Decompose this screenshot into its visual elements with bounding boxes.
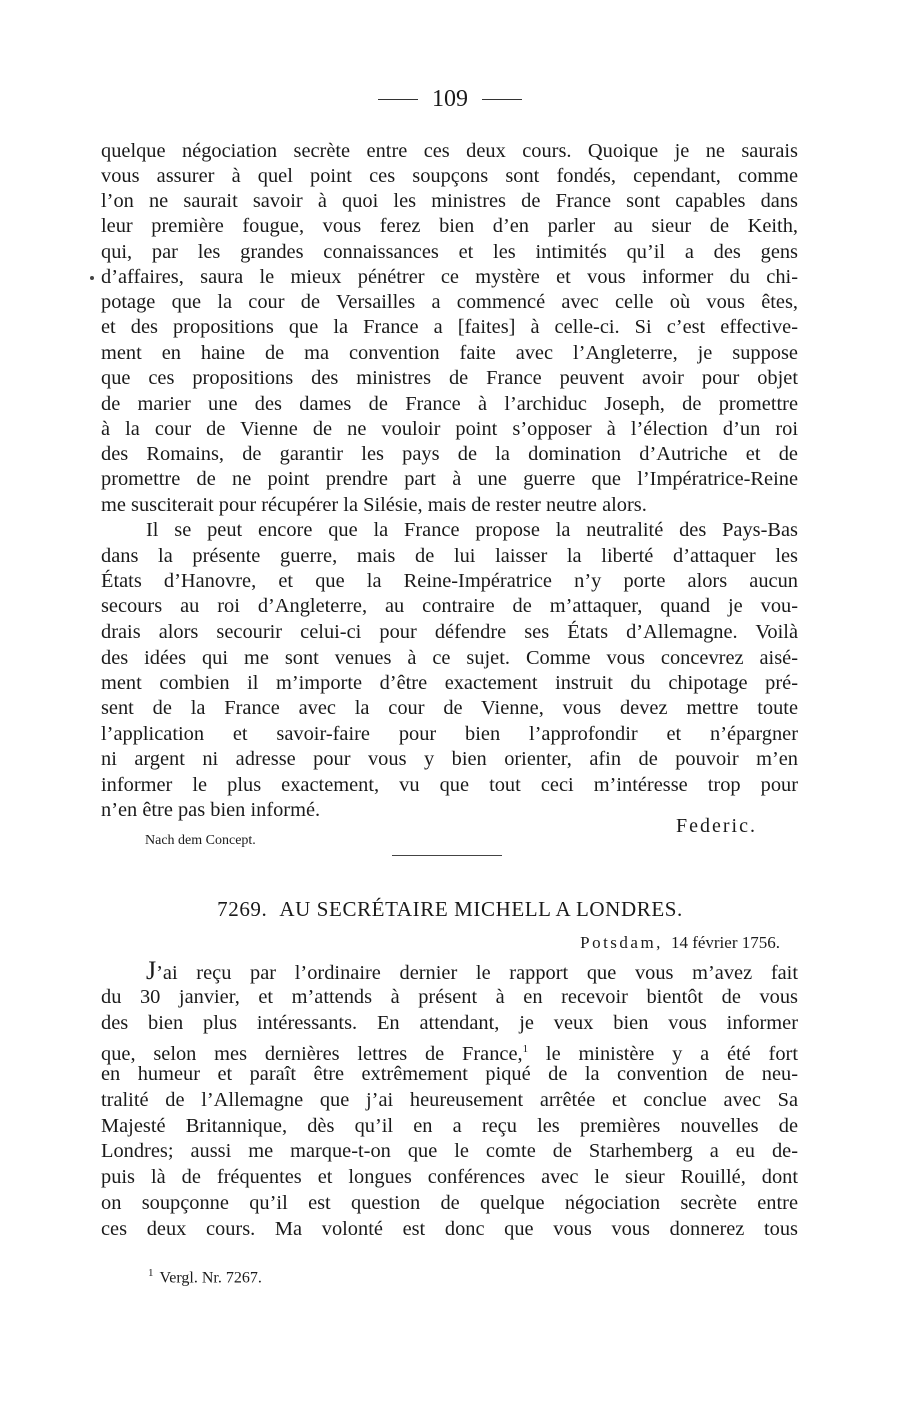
letter-line: que, selon mes dernières lettres de France,$^1$ le ministère y a été fort xyxy=(101,1042,798,1065)
signature: Federic. xyxy=(676,815,757,837)
dateline xyxy=(580,933,780,953)
body-line: à la cour de Vienne de ne vouloir point s’opposer à l’élection d’un roi xyxy=(101,418,798,440)
body-line: potage que la cour de Versailles a commencé avec celle où vous êtes, xyxy=(101,291,798,313)
body-line: de marier une des dames de France à l’archiduc Joseph, de promettre xyxy=(101,393,798,415)
footnote-mark: 1 xyxy=(148,1267,154,1279)
letter-line: Majesté Britannique, dès qu’il en a reçu les premières nouvelles de xyxy=(101,1115,798,1137)
body-line: d’affaires, saura le mieux pénétrer ce mystère et vous informer du chi- xyxy=(101,266,798,288)
body-line: Il se peut encore que la France propose la neutralité des Pays-Bas xyxy=(146,519,798,541)
body-line: des Romains, de garantir les pays de la domination d’Autriche et de xyxy=(101,443,798,465)
footnote xyxy=(148,1267,262,1287)
margin-mark xyxy=(90,276,94,280)
body-line: me susciterait pour récupérer la Silésie, mais de rester neutre alors. xyxy=(101,494,647,516)
letter-line: puis là de fréquentes et longues conférences avec le sieur Rouillé, dont xyxy=(101,1166,798,1188)
header-dash-left xyxy=(378,99,418,100)
body-line: qui, par les grandes connaissances et les intimités qu’il a des gens xyxy=(101,241,798,263)
body-line: sent de la France avec la cour de Vienne, vous devez mettre toute xyxy=(101,697,798,719)
body-line: ni argent ni adresse pour vous y bien orienter, afin de pouvoir m’en xyxy=(101,748,798,770)
body-line: leur première fougue, vous ferez bien d’en parler au sieur de Keith, xyxy=(101,215,798,237)
body-line: l’on ne saurait savoir à quoi les ministres de France sont capables dans xyxy=(101,190,798,212)
source-note: Nach dem Concept. xyxy=(145,833,256,848)
body-line: des idées qui me sont venues à ce sujet. Comme vous concevrez aisé- xyxy=(101,647,798,669)
body-line: et des propositions que la France a [faites] à celle-ci. Si c’est effective- xyxy=(101,316,798,338)
body-line: promettre de ne point prendre part à une guerre que l’Impératrice-Reine xyxy=(101,468,798,490)
body-line: États d’Hanovre, et que la Reine-Impératrice n’y porte alors aucun xyxy=(101,570,798,592)
letter-title: AU SECRÉTAIRE MICHELL A LONDRES. xyxy=(279,897,683,921)
body-line: l’application et savoir-faire pour bien l’approfondir et n’épargner xyxy=(101,723,798,745)
body-line: dans la présente guerre, mais de lui laisser la liberté d’attaquer les xyxy=(101,545,798,567)
body-line: que ces propositions des ministres de France peuvent avoir pour objet xyxy=(101,367,798,389)
letter-line: ces deux cours. Ma volonté est donc que vous vous donnerez tous xyxy=(101,1218,798,1240)
body-line: ment combien il m’importe d’être exactement instruit du chipotage pré- xyxy=(101,672,798,694)
body-line: drais alors secourir celui-ci pour défendre ses États d’Allemagne. Voilà xyxy=(101,621,798,643)
letter-line: Londres; aussi me marque-t-on que le comte de Starhemberg a eu de- xyxy=(101,1140,798,1162)
letter-number: 7269. xyxy=(217,897,268,921)
body-line: vous assurer à quel point ces soupçons sont fondés, cependant, comme xyxy=(101,165,798,187)
footnote-text: Vergl. Nr. 7267. xyxy=(159,1269,262,1287)
page-header xyxy=(0,86,900,113)
footnote-ref: 1 xyxy=(522,1043,529,1055)
page-number: 109 xyxy=(432,86,468,112)
letter-heading xyxy=(0,897,900,922)
body-line: informer le plus exactement, vu que tout ceci m’intéresse trop pour xyxy=(101,774,798,796)
letter-line: des bien plus intéressants. En attendant, je veux bien vous informer xyxy=(101,1012,798,1034)
letter-line: J’ai reçu par l’ordinaire dernier le rapport que vous m’avez fait xyxy=(146,956,798,985)
section-divider xyxy=(392,855,502,856)
body-line: quelque négociation secrète entre ces deux cours. Quoique je ne saurais xyxy=(101,140,798,162)
header-dash-right xyxy=(482,99,522,100)
letter-line: du 30 janvier, et m’attends à présent à en recevoir bientôt de vous xyxy=(101,986,798,1008)
dateline-date: 14 février 1756. xyxy=(670,933,780,952)
letter-line: en humeur et paraît être extrêmement piqué de la convention de neu- xyxy=(101,1063,798,1085)
body-line: ment en haine de ma convention faite avec l’Angleterre, je suppose xyxy=(101,342,798,364)
drop-cap: J xyxy=(146,956,157,985)
dateline-place: Potsdam, xyxy=(580,933,663,952)
body-line: secours au roi d’Angleterre, au contraire de m’attaquer, quand je vou- xyxy=(101,595,798,617)
letter-line: tralité de l’Allemagne que j’ai heureusement arrêtée et conclue avec Sa xyxy=(101,1089,798,1111)
letter-line: on soupçonne qu’il est question de quelque négociation secrète entre xyxy=(101,1192,798,1214)
body-line: n’en être pas bien informé. xyxy=(101,799,321,821)
